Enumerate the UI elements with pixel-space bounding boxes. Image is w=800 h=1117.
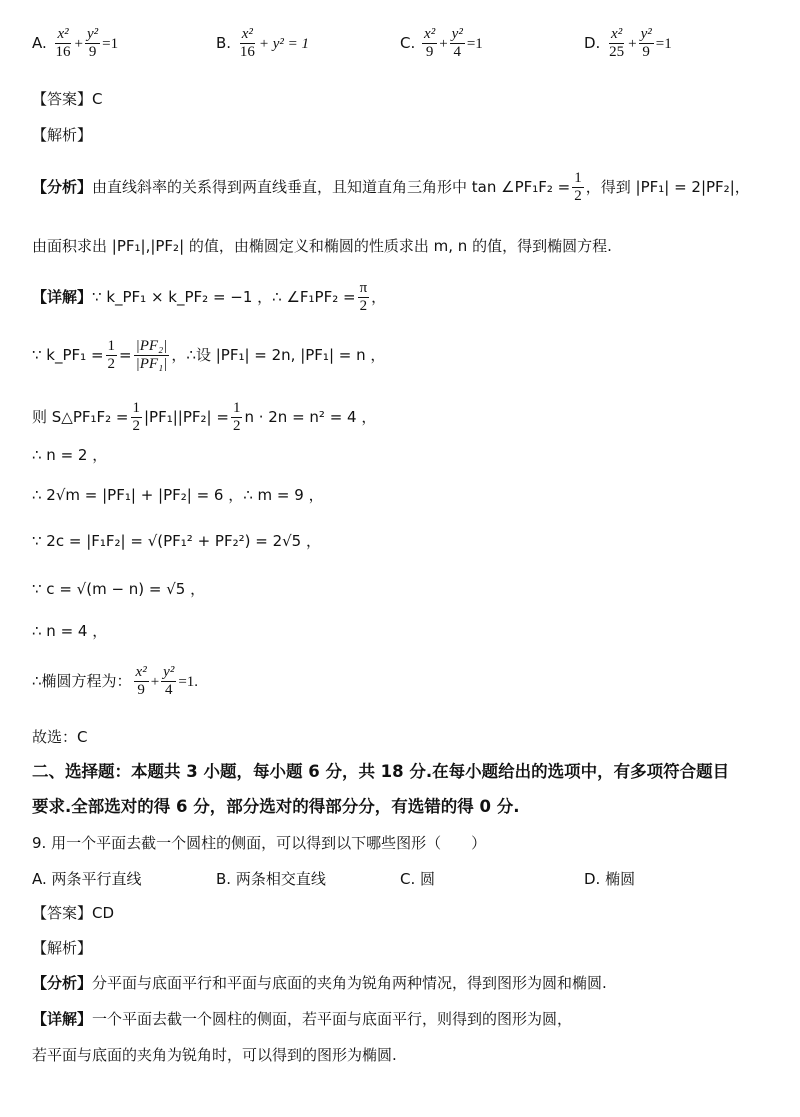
option-9b: B. 两条相交直线 xyxy=(216,870,326,888)
analysis-8-line1: 【分析】由直线斜率的关系得到两直线垂直，且知道直角三角形中 tan ∠PF₁F₂ = $\frac{1}{2}$ ，得到 |PF₁| = 2|PF₂|， xyxy=(32,170,750,204)
detail-8-line2: ∵ k_PF₁ = $\frac{1}{2}$ = $\frac{\text{|PF₂|}}{\text{|PF₁|}}$ ，∴设 |PF₁| = 2n, |PF₁| = n ， xyxy=(32,338,386,372)
option-9d: D. 椭圆 xyxy=(584,870,636,888)
option-9c: C. 圆 xyxy=(400,870,436,888)
option-9a: A. 两条平行直线 xyxy=(32,870,142,888)
detail-8-line3: 则 S△PF₁F₂ = $\frac{1}{2}$ |PF₁||PF₂| = $\frac{1}{2}$ n · 2n = n² = 4 ， xyxy=(32,400,377,434)
detail-8-line4: ∴ n = 2 ， xyxy=(32,446,108,464)
detail-8-line9: ∴椭圆方程为： $\frac{\text{x²}}{9}$ + $\frac{\text{y²}}{4}$ =1. xyxy=(32,664,199,698)
choice-8: 故选：C xyxy=(32,728,88,746)
answer-8: 【答案】C xyxy=(32,90,103,108)
analysis-8-line2: 由面积求出 |PF₁|,|PF₂| 的值，由椭圆定义和椭圆的性质求出 m, n 的值，得到椭圆方程. xyxy=(32,237,612,255)
section-2-heading-line2: 要求.全部选对的得 6 分，部分选对的得部分分，有选错的得 0 分. xyxy=(32,797,520,816)
question-9-stem: 9. 用一个平面去截一个圆柱的侧面，可以得到以下哪些图形（ ） xyxy=(32,834,487,852)
detail-8-line5: ∴ 2√m = |PF₁| + |PF₂| = 6 ，∴ m = 9 ， xyxy=(32,486,324,504)
option-c: C. $\frac{\text{x²}}{9}$ + $\frac{\text{y²}}{4}$ =1 xyxy=(400,26,483,60)
analysis-heading-9: 【解析】 xyxy=(32,939,93,957)
analysis-9: 【分析】分平面与底面平行和平面与底面的夹角为锐角两种情况，得到图形为圆和椭圆. xyxy=(32,974,607,992)
option-a: A. $\frac{\text{x²}}{16}$ + $\frac{\text{y²}}{9}$ =1 xyxy=(32,26,119,60)
section-2-heading-line1: 二、选择题：本题共 3 小题，每小题 6 分，共 18 分.在每小题给出的选项中，有多项符合题目 xyxy=(32,762,730,781)
detail-8-line8: ∴ n = 4 ， xyxy=(32,622,108,640)
detail-9-line1: 【详解】一个平面去截一个圆柱的侧面，若平面与底面平行，则得到的图形为圆， xyxy=(32,1010,573,1028)
detail-8-line7: ∵ c = √(m − n) = √5 ， xyxy=(32,580,206,598)
detail-9-line2: 若平面与底面的夹角为锐角时，可以得到的图形为椭圆. xyxy=(32,1046,397,1064)
detail-8-line1: 【详解】∵ k_PF₁ × k_PF₂ = −1 ，∴ ∠F₁PF₂ = $\frac{\pi}{2}$ ， xyxy=(32,280,387,314)
option-b: B. $\frac{\text{x²}}{16}$ + y² = 1 xyxy=(216,26,309,60)
option-d: D. $\frac{\text{x²}}{25}$ + $\frac{\text{y²}}{9}$ =1 xyxy=(584,26,672,60)
answer-9: 【答案】CD xyxy=(32,904,115,922)
analysis-heading-8: 【解析】 xyxy=(32,126,93,144)
detail-8-line6: ∵ 2c = |F₁F₂| = √(PF₁² + PF₂²) = 2√5 ， xyxy=(32,532,321,550)
